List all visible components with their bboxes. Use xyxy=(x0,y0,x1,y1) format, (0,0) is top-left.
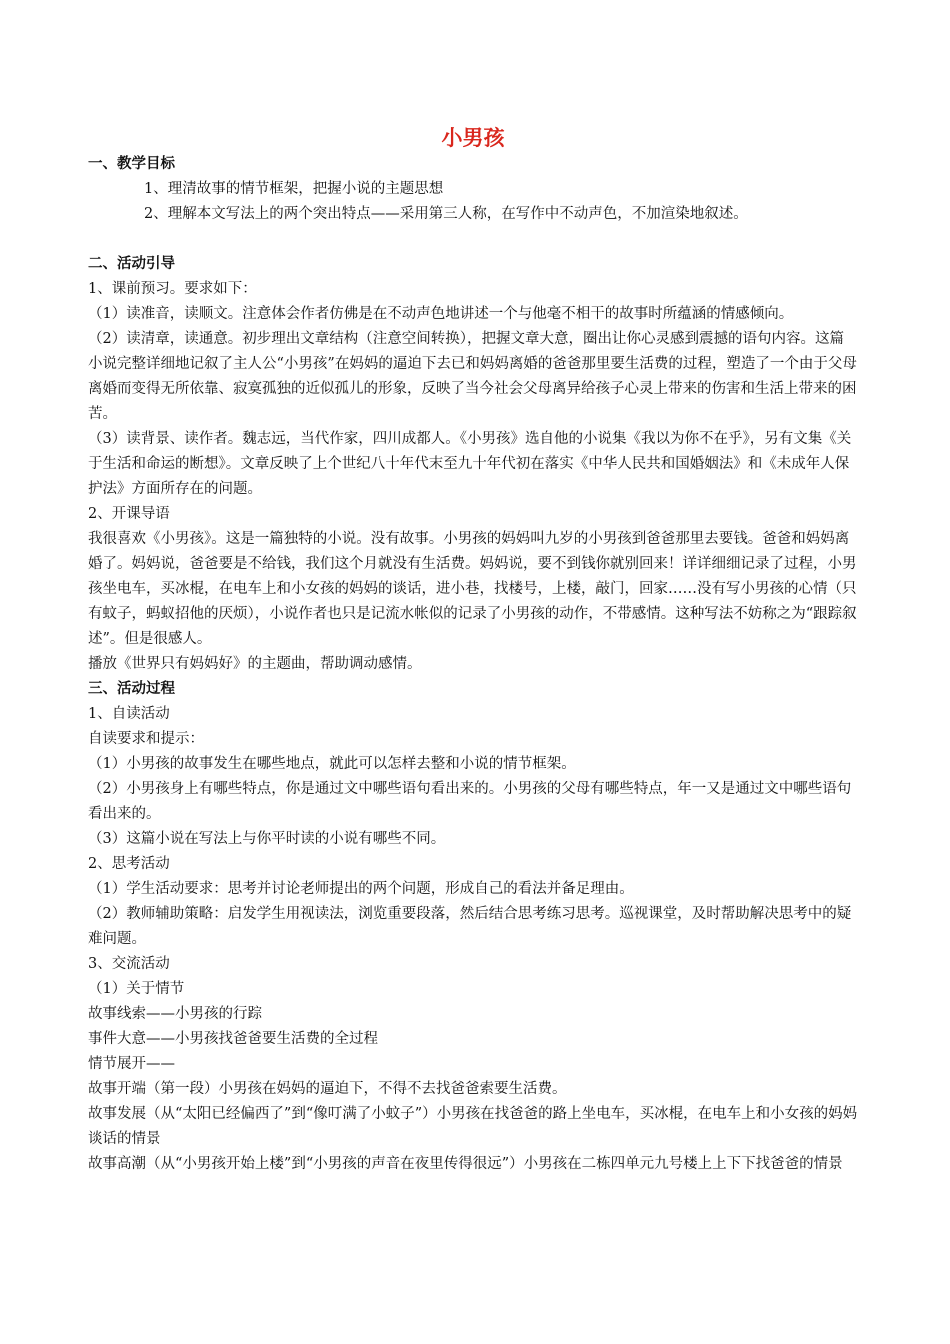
document-title: 小男孩 xyxy=(441,126,505,150)
section-heading: 二、活动引导 xyxy=(88,256,175,272)
section-heading: 三、活动过程 xyxy=(88,681,175,697)
paragraph: 情节展开—— xyxy=(88,1056,175,1072)
paragraph: （1）读准音，读顺文。注意体会作者仿佛是在不动声色地讲述一个与他毫不相干的故事时所蕴涵的情感倾向。 xyxy=(88,306,794,322)
paragraph: 2、思考活动 xyxy=(88,856,170,872)
paragraph: 事件大意——小男孩找爸爸要生活费的全过程 xyxy=(88,1031,378,1047)
section-activity-process xyxy=(88,677,858,1177)
paragraph: 1、自读活动 xyxy=(88,706,170,722)
paragraph: 自读要求和提示： xyxy=(88,731,204,747)
paragraph: （3）读背景、读作者。魏志远，当代作家，四川成都人。《小男孩》选自他的小说集《我以为你不在乎》，另有文集《关于生活和命运的断想》。文章反映了上个世纪八十年代末至九十年代初在落实《中华人民共和国婚姻法》和《未成年人保护法》方面所存在的问题。 xyxy=(88,431,852,497)
goal-item: 2、理解本文写法上的两个突出特点——采用第三人称，在写作中不动声色，不加渲染地叙述。 xyxy=(144,206,748,222)
paragraph: 故事开端（第一段）小男孩在妈妈的逼迫下，不得不去找爸爸索要生活费。 xyxy=(88,1081,567,1097)
paragraph: 1、课前预习。要求如下： xyxy=(88,281,257,297)
paragraph: （3）这篇小说在写法上与你平时读的小说有哪些不同。 xyxy=(88,831,446,847)
paragraph: 3、交流活动 xyxy=(88,956,170,972)
paragraph: 我很喜欢《小男孩》。这是一篇独特的小说。没有故事。小男孩的妈妈叫九岁的小男孩到爸爸那里去要钱。爸爸和妈妈离婚了。妈妈说，爸爸要是不给钱，我们这个月就没有生活费。妈妈说，要不到钱你就别回来！详详细细记录了过程，小男孩坐电车，买冰棍，在电车上和小女孩的妈妈的谈话，进小巷，找楼号，上楼，敲门，回家……没有写小男孩的心情（只有蚊子，蚂蚁招他的厌烦），小说作者也只是记流水帐似的记录了小男孩的动作，不带感情。这种写法不妨称之为“跟踪叙述”。但是很感人。 xyxy=(88,531,857,647)
section-teaching-goals xyxy=(88,152,858,227)
paragraph: （1）学生活动要求：思考并讨论老师提出的两个问题，形成自己的看法并备足理由。 xyxy=(88,881,634,897)
paragraph: （1）关于情节 xyxy=(88,981,185,997)
paragraph: 故事发展（从“太阳已经偏西了”到“像叮满了小蚊子”）小男孩在找爸爸的路上坐电车，买冰棍，在电车上和小女孩的妈妈谈话的情景 xyxy=(88,1106,858,1147)
paragraph: 故事线索——小男孩的行踪 xyxy=(88,1006,262,1022)
paragraph: 播放《世界只有妈妈好》的主题曲，帮助调动感情。 xyxy=(88,656,422,672)
paragraph: 2、开课导语 xyxy=(88,506,170,522)
paragraph: （2）教师辅助策略：启发学生用视读法，浏览重要段落，然后结合思考练习思考。巡视课堂，及时帮助解决思考中的疑难问题。 xyxy=(88,906,852,947)
paragraph: （1）小男孩的故事发生在哪些地点，就此可以怎样去整和小说的情节框架。 xyxy=(88,756,576,772)
paragraph: （2）读清章，读通意。初步理出文章结构（注意空间转换），把握文章大意，圈出让你心灵感到震撼的语句内容。这篇小说完整详细地记叙了主人公“小男孩”在妈妈的逼迫下去已和妈妈离婚的爸爸那里要生活费的过程，塑造了一个由于父母离婚而变得无所依靠、寂寞孤独的近似孤儿的形象，反映了当今社会父母离异给孩子心灵上带来的伤害和生活上带来的困苦。 xyxy=(88,331,857,422)
section-heading: 一、教学目标 xyxy=(88,156,175,172)
goal-item: 1、理清故事的情节框架，把握小说的主题思想 xyxy=(144,181,444,197)
section-activity-guide xyxy=(88,252,858,677)
paragraph: （2）小男孩身上有哪些特点，你是通过文中哪些语句看出来的。小男孩的父母有哪些特点，年一又是通过文中哪些语句看出来的。 xyxy=(88,781,852,822)
paragraph: 故事高潮（从“小男孩开始上楼”到“小男孩的声音在夜里传得很远”）小男孩在二栋四单元九号楼上上下下找爸爸的情景 xyxy=(88,1156,843,1172)
spacer xyxy=(88,227,858,252)
